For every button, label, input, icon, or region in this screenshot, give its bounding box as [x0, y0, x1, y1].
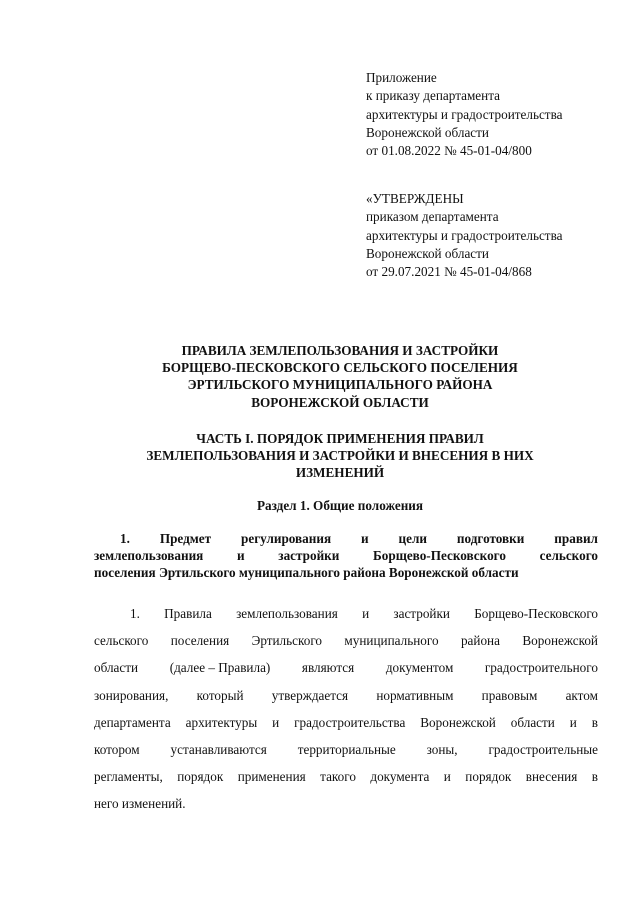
section-heading: Раздел 1. Общие положения	[256, 498, 424, 513]
appendix-line: архитектуры и градостроительства	[366, 106, 563, 122]
part-line: ЗЕМЛЕПОЛЬЗОВАНИЯ И ЗАСТРОЙКИ И ВНЕСЕНИЯ В НИХ	[146, 448, 534, 464]
article-heading	[94, 530, 598, 582]
appendix-line: к приказу департамента	[366, 88, 500, 104]
title-line: ЭРТИЛЬСКОГО МУНИЦИПАЛЬНОГО РАЙОНА	[187, 377, 493, 393]
article-line: землепользования и застройки Борщево-Песковского сельского	[94, 548, 598, 564]
title-line: ПРАВИЛА ЗЕМЛЕПОЛЬЗОВАНИЯ И ЗАСТРОЙКИ	[181, 343, 499, 358]
part-line: ИЗМЕНЕНИЙ	[295, 465, 385, 481]
approval-line: от 29.07.2021 № 45-01-04/868	[366, 264, 532, 280]
appendix-block	[366, 69, 562, 160]
document-title	[95, 342, 585, 411]
title-line: БОРЩЕВО-ПЕСКОВСКОГО СЕЛЬСКОГО ПОСЕЛЕНИЯ	[162, 360, 518, 376]
paragraph-1	[94, 600, 598, 818]
approval-line: приказом департамента	[366, 209, 499, 225]
article-line: поселения Эртильского муниципального района Воронежской области	[94, 565, 519, 581]
paragraph-line: области (далее – Правила) являются документом градостроительного	[94, 660, 598, 676]
appendix-line: Воронежской области	[366, 124, 489, 140]
paragraph-line: котором устанавливаются территориальные зоны, градостроительные	[94, 742, 598, 758]
paragraph-line: регламенты, порядок применения такого документа и порядок внесения в	[94, 769, 598, 785]
article-number: 1.	[120, 531, 130, 546]
title-line: ВОРОНЕЖСКОЙ ОБЛАСТИ	[251, 394, 429, 410]
part-line: ЧАСТЬ I. ПОРЯДОК ПРИМЕНЕНИЯ ПРАВИЛ	[196, 431, 484, 446]
approval-line: архитектуры и градостроительства	[366, 227, 563, 243]
paragraph-line: зонирования, который утверждается нормативным правовым актом	[94, 687, 598, 703]
paragraph-number: 1.	[130, 606, 140, 621]
paragraph-line: департамента архитектуры и градостроительства Воронежской области и в	[94, 714, 598, 730]
paragraph-line: 1. Правила землепользования и застройки Борщево-Песковского	[130, 606, 598, 621]
approval-block	[366, 190, 562, 281]
paragraph-line: сельского поселения Эртильского муниципального района Воронежской	[94, 633, 598, 649]
appendix-line: Приложение	[366, 70, 437, 85]
approval-line: Воронежской области	[366, 245, 489, 261]
approval-line: «УТВЕРЖДЕНЫ	[366, 191, 464, 206]
appendix-line: от 01.08.2022 № 45-01-04/800	[366, 143, 532, 159]
article-line: 1. Предмет регулирования и цели подготовки правил	[120, 531, 598, 546]
paragraph-line: него изменений.	[94, 796, 186, 812]
part-heading	[95, 430, 585, 482]
